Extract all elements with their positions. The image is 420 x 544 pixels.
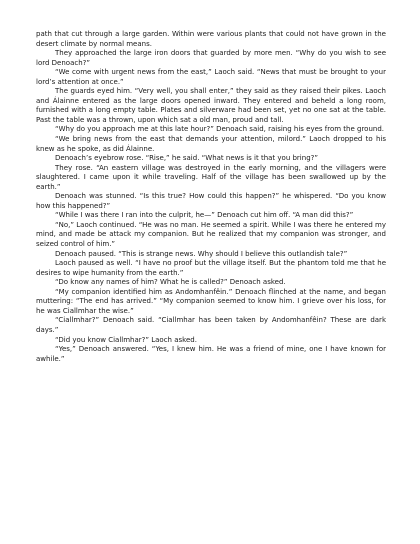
paragraph: path that cut through a large garden. Within were various plants that could not have grown in the desert climate by normal means. — [36, 30, 386, 48]
paragraph: “We come with urgent news from the east,” Laoch said. “News that must be brought to your lord’s attention at once.” — [36, 68, 386, 86]
paragraph: The guards eyed him. “Very well, you shall enter,” they said as they raised their pikes. Laoch and Álainne entered as the large doors opened inward. They entered and beheld a long room, furnished with a long empty table. Plates and silverware had been set, yet no one sat at the table. Past the table was a thrown, upon which sat a old man, proud and tall. — [36, 87, 386, 124]
paragraph: They rose. “An eastern village was destroyed in the early morning, and the villagers were slaughtered. I came upon it while traveling. Half of the village has been swallowed up by the earth.” — [36, 163, 386, 191]
paragraph: “While I was there I ran into the culprit, he—” Denoach cut him off. “A man did this?” — [55, 211, 354, 220]
paragraph: “Ciallmhar?” Denoach said. “Ciallmhar has been taken by Andomhanfêin? These are dark days.” — [36, 316, 386, 334]
paragraph: “No,” Laoch continued. “He was no man. He seemed a spirit. While I was there he entered my mind, and made be attack my companion. But he realized that my companion was stronger, and seized control of him.” — [36, 220, 386, 249]
paragraph: “Yes,” Denoach answered. “Yes, I knew him. He was a friend of mine, one I have known for awhile.” — [36, 345, 386, 363]
paragraph: Denoach paused. “This is strange news. Why should I believe this outlandish tale?” — [55, 249, 348, 258]
paragraph: “Why do you approach me at this late hour?” Denoach said, raising his eyes from the ground. — [55, 125, 384, 134]
paragraph: “Do know any names of him? What he is called?” Denoach asked. — [55, 278, 286, 287]
paragraph: “Did you know Ciallmhar?” Laoch asked. — [55, 335, 197, 344]
paragraph: “We bring news from the east that demands your attention, milord.” Laoch dropped to his knew as he spoke, as did Álainne. — [36, 135, 386, 153]
paragraph: Denoach was stunned. “Is this true? How could this happen?” he whispered. “Do you know how this happened?” — [36, 192, 386, 210]
body-text — [36, 30, 386, 364]
paragraph: Laoch paused as well. “I have no proof but the village itself. But the phantom told me that he desires to wipe humanity from the earth.” — [36, 259, 386, 277]
paragraph: Denoach’s eyebrow rose. “Rise,” he said. “What news is it that you bring?” — [55, 154, 318, 163]
paragraph: “My companion identified him as Andomhanfêin.” Denoach flinched at the name, and began muttering: “The end has arrived.” “My companion seemed to know him. I grieve over his loss, for he was Ciallmhar the wise.” — [36, 287, 386, 315]
paragraph: They approached the large iron doors that guarded by more men. “Why do you wish to see lord Denoach?” — [36, 49, 386, 67]
